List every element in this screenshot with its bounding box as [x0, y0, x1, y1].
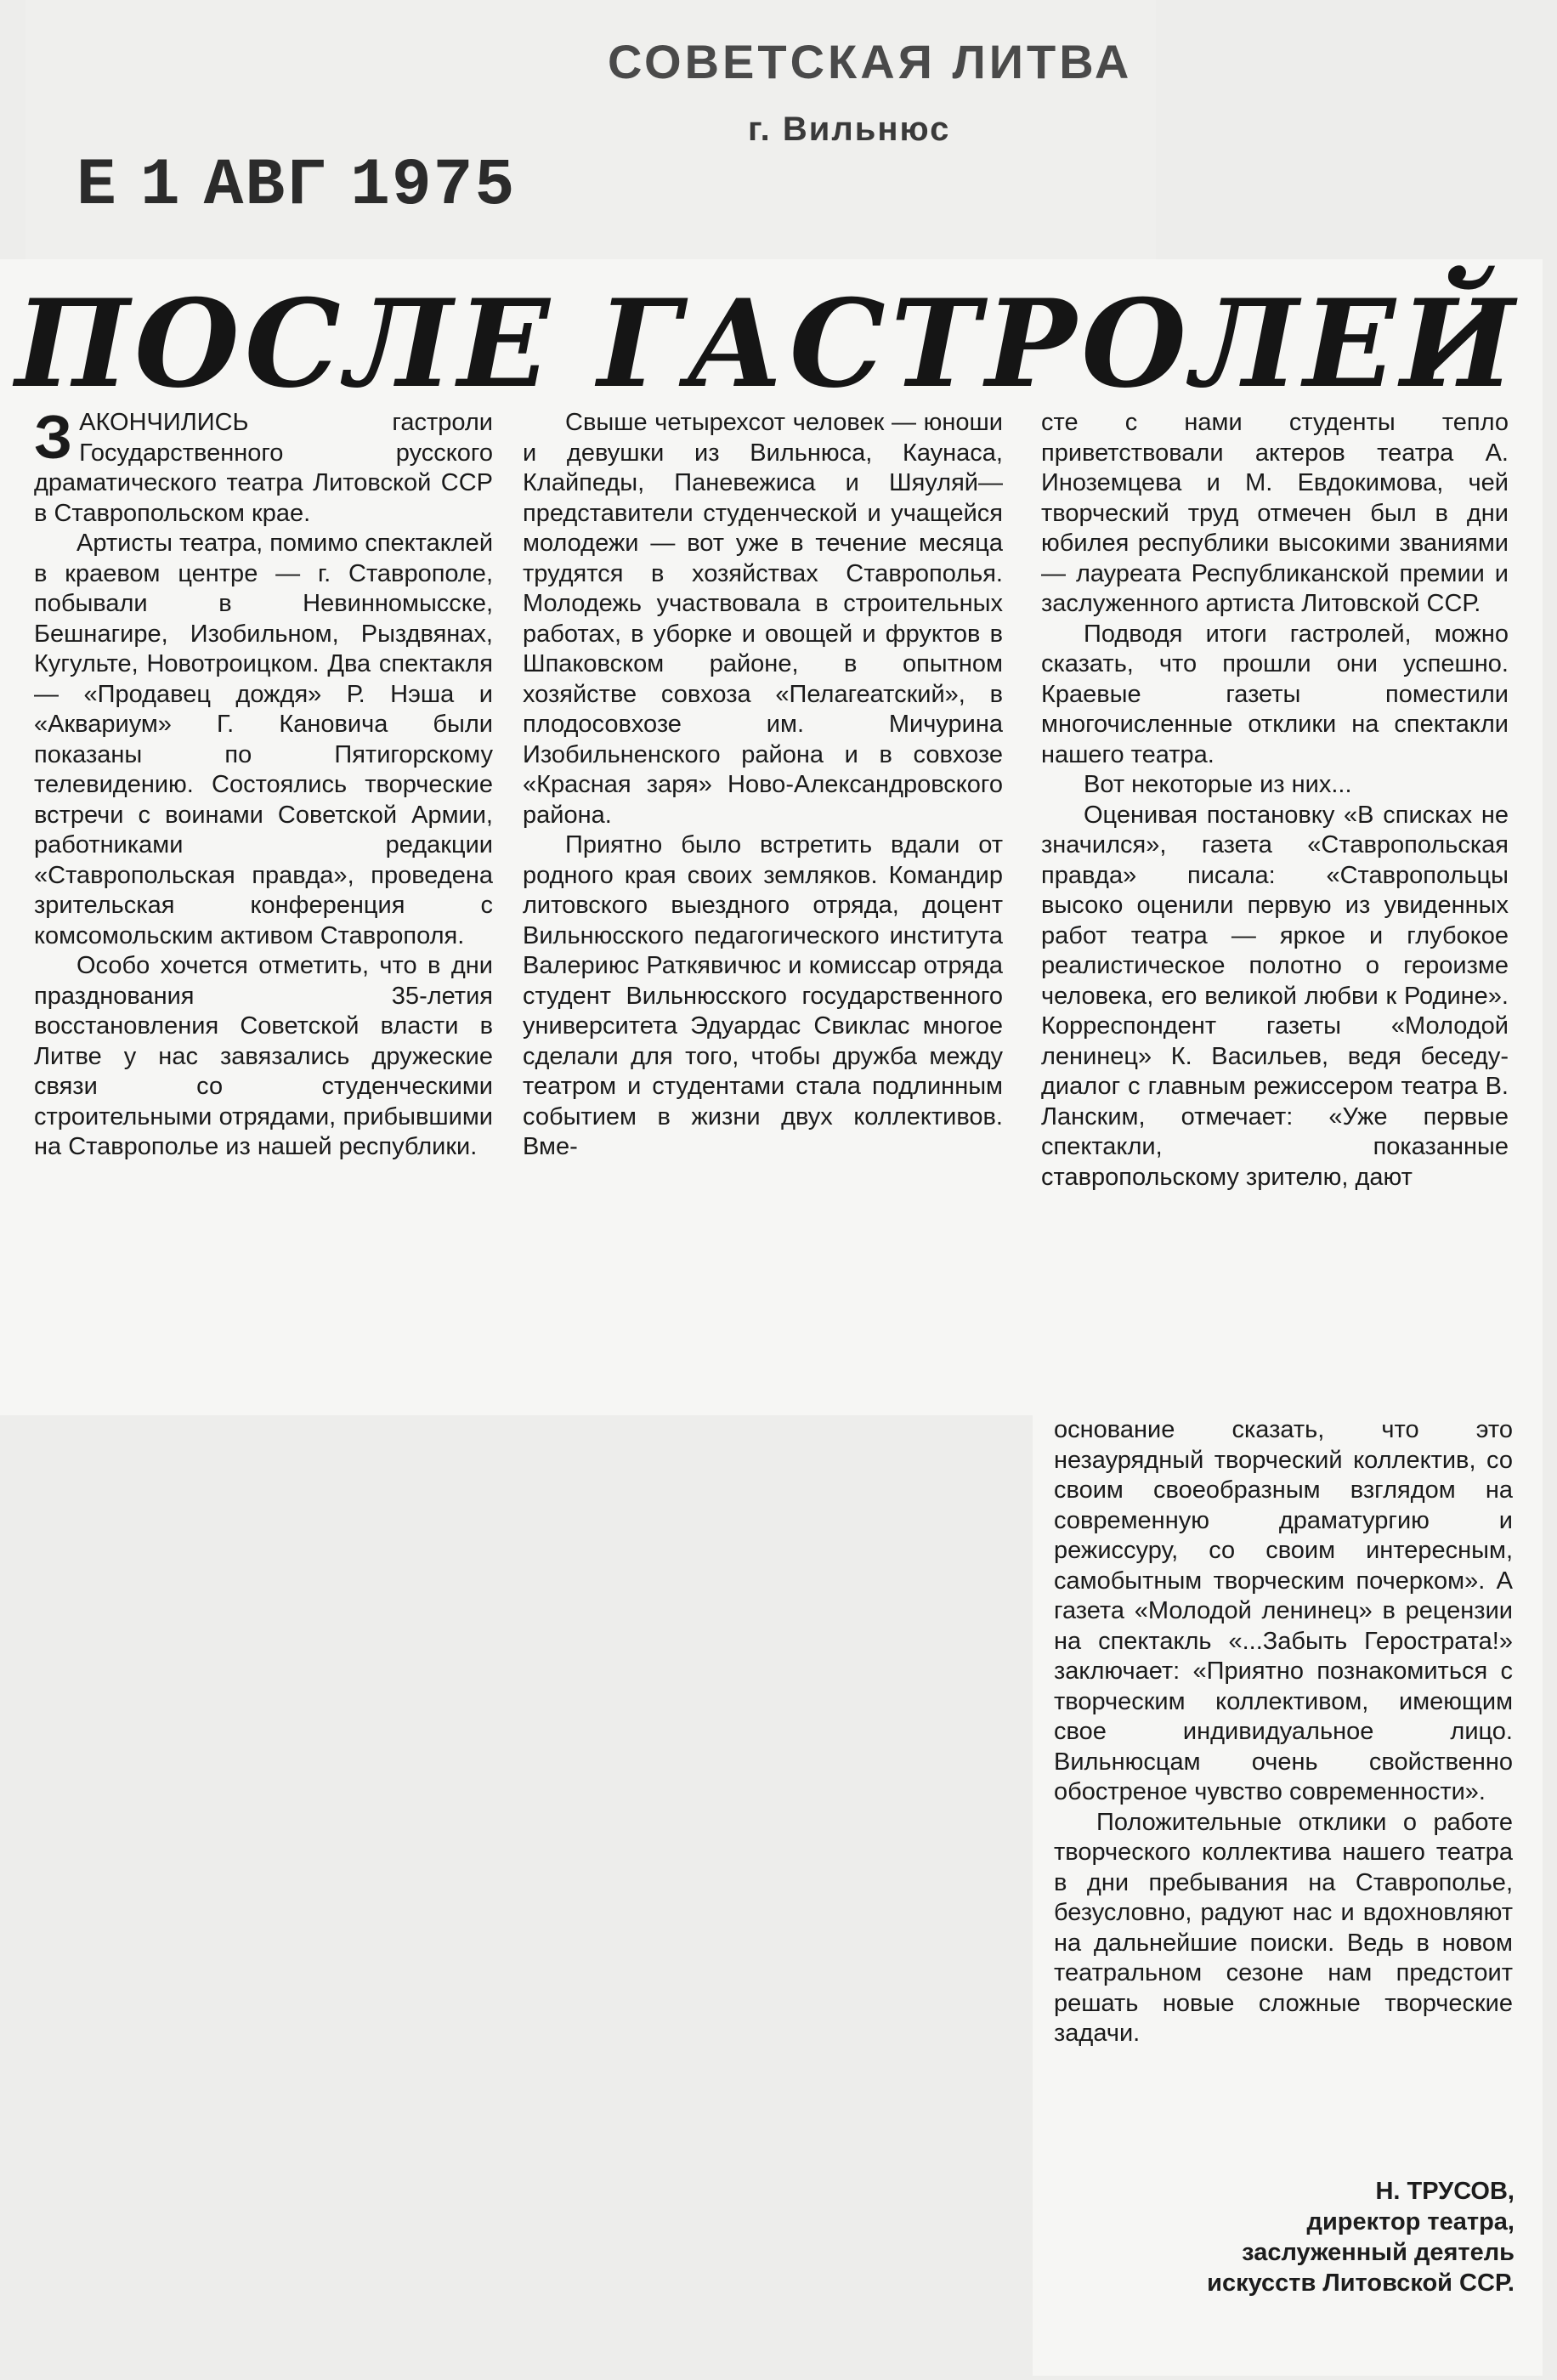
paragraph: АКОНЧИЛИСЬ гастроли Государственного русского драматического театра Литовской ССР в Ставропольском крае. — [34, 409, 493, 527]
paragraph: сте с нами студенты тепло приветствовали актеров театра А. Иноземцева и М. Евдокимова, чей творческий труд отмечен был в дни юбилея республики высокими званиями — лауреата Республиканской премии и заслуженного артиста Литовской ССР. — [1041, 409, 1509, 617]
article-column-2 — [523, 408, 1003, 1163]
author-signature — [1005, 2176, 1515, 2298]
date-stamp-day: 1 — [139, 149, 182, 224]
date-stamp-letter: Е — [76, 149, 118, 224]
paragraph: Приятно было встретить вдали от родного края своих земляков. Командир литовского выездного отряда, доцент Вильнюсского педагогического института Валериюс Раткявичюс и комиссар отряда студент Вильнюсского государственного университета Эдуардас Свиклас многое сделали для того, чтобы дружба между театром и студентами стала подлинным событием в жизни двух коллективов. Вме- — [523, 831, 1003, 1160]
date-stamp-month: АВГ — [203, 149, 329, 224]
paragraph: основание сказать, что это незаурядный творческий коллектив, со своим своеобразным взглядом на современную драматургию и режиссуру, со своим интересным, самобытным творческим почерком». А газета «Молодой ленинец» в рецензии на спектакль «...Забыть Герострата!» заключает: «Приятно познакомиться с творческим коллективом, имеющим свое индивидуальное лицо. Вильнюсцам очень свойственно обостреное чувство современности». — [1054, 1416, 1513, 1805]
city-stamp: г. Вильнюс — [748, 110, 951, 148]
article-column-3 — [1041, 408, 1509, 1193]
paragraph: Свыше четырехсот человек — юноши и девушки из Вильнюса, Каунаса, Клайпеды, Паневежиса и Шяуляй—представители студенческой и учащейся молодежи — вот уже в течение месяца трудятся в хозяйствах Ставрополья. Молодежь участвовала в строительных работах, в уборке и овощей и фруктов в Шпаковском районе, в опытном хозяйстве совхоза «Пелагеатский», в плодосовхозе им. Мичурина Изобильненского района и в совхозе «Красная заря» Ново-Александровского района. — [523, 409, 1003, 829]
headline-word-1: ПОСЛЕ — [15, 274, 555, 415]
paragraph: Артисты театра, помимо спектаклей в краевом центре — г. Ставрополе, побывали в Невинномысске, Бешнагире, Изобильном, Рыздвянах, Кугульте, Новотроицком. Два спектакля — «Продавец дождя» Р. Нэша и «Аквариум» Г. Кановича были показаны по Пятигорскому телевидению. Состоялись творческие встречи с воинами Советской Армии, работниками редакции «Ставропольская правда», проведена зрительская конференция с комсомольским активом Ставрополя. — [34, 530, 494, 949]
newspaper-name-stamp: СОВЕТСКАЯ ЛИТВА — [608, 35, 1133, 88]
article-column-3-continued — [1054, 1415, 1513, 2049]
author-honor-line-1: заслуженный деятель — [1242, 2239, 1515, 2266]
paragraph: Особо хочется отметить, что в дни празднования 35-летия восстановления Советской власти в Литве у нас завязались дружеские связи со студенческими строительными отрядами, прибывшими на Ставрополье из нашей республики. — [34, 952, 493, 1160]
author-honor-line-2: искусств Литовской ССР. — [1207, 2270, 1515, 2297]
article-column-1 — [34, 404, 494, 1163]
date-stamp-year: 1975 — [350, 149, 517, 224]
author-name: Н. ТРУСОВ, — [1375, 2178, 1515, 2205]
headline-word-2: ГАСТРОЛЕЙ — [597, 274, 1520, 415]
article-headline — [15, 274, 1520, 415]
paragraph: Положительные отклики о работе творческого коллектива нашего театра в дни пребывания на Ставрополье, безусловно, радуют нас и вдохновляют на дальнейшие поиски. Ведь в новом театральном сезоне нам предстоит решать новые сложные творческие задачи. — [1054, 1808, 1513, 2047]
author-title: директор театра, — [1306, 2208, 1515, 2236]
paragraph: Подводя итоги гастролей, можно сказать, что прошли они успешно. Краевые газеты поместили многочисленные отклики на спектакли нашего театра. — [1041, 620, 1509, 768]
date-stamp — [76, 149, 538, 224]
paragraph: Вот некоторые из них... — [1084, 771, 1352, 798]
drop-cap: З — [34, 404, 73, 472]
paragraph: Оценивая постановку «В списках не значился», газета «Ставропольская правда» писала: «Ставропольцы высоко оценили первую из увиденных работ театра — яркое и глубокое реалистическое полотно о героизме человека, его великой любви к Родине». Корреспондент газеты «Молодой ленинец» К. Васильев, ведя беседу-диалог с главным режиссером театра В. Ланским, отмечает: «Уже первые спектакли, показанные ставропольскому зрителю, дают — [1041, 801, 1509, 1191]
